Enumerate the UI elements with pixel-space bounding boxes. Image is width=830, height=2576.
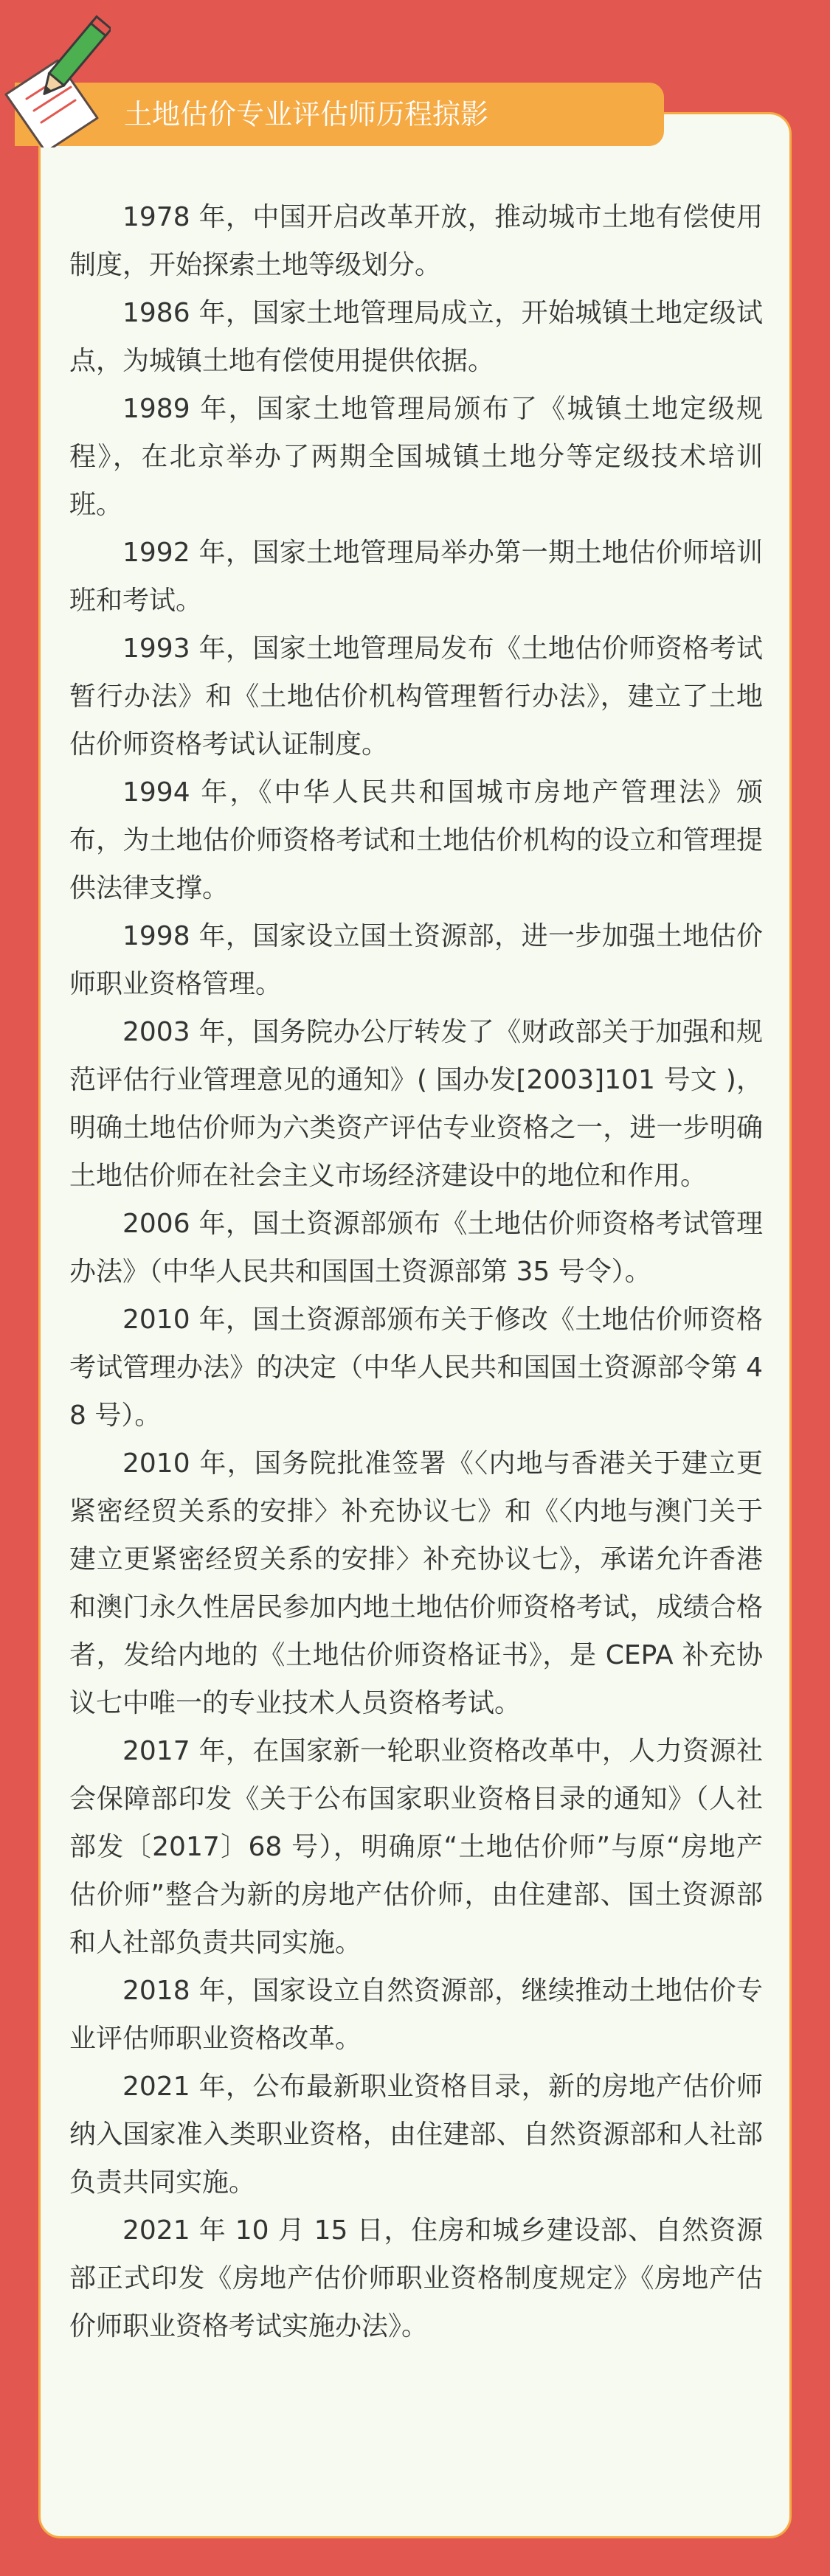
paragraph: 2018 年，国家设立自然资源部，继续推动土地估价专业评估师职业资格改革。 bbox=[69, 1976, 763, 2054]
paragraph: 2021 年，公布最新职业资格目录，新的房地产估价师纳入国家准入类职业资格，由住建部、自然资源部和人社部负责共同实施。 bbox=[69, 2072, 763, 2198]
paragraph: 1998 年，国家设立国土资源部，进一步加强土地估价师职业资格管理。 bbox=[69, 921, 763, 999]
paragraph: 1989 年，国家土地管理局颁布了《城镇土地定级规程》，在北京举办了两期全国城镇土地分等定级技术培训班。 bbox=[69, 394, 763, 520]
paragraph: 2003 年，国务院办公厅转发了《财政部关于加强和规范评估行业管理意见的通知》( 国办发[2003]101 号文 )，明确土地估价师为六类资产评估专业资格之一，进一步明确土地估价师在社会主义市场经济建设中的地位和作用。 bbox=[69, 1017, 763, 1191]
paragraph: 1992 年，国家土地管理局举办第一期土地估价师培训班和考试。 bbox=[69, 538, 763, 616]
history-text bbox=[69, 193, 763, 2350]
paragraph: 2006 年，国土资源部颁布《土地估价师资格考试管理办法》（中华人民共和国国土资源部第 35 号令）。 bbox=[69, 1209, 763, 1287]
paragraph: 2010 年，国土资源部颁布关于修改《土地估价师资格考试管理办法》的决定（中华人民共和国国土资源部令第 48 号）。 bbox=[69, 1305, 763, 1431]
page-title: 土地估价专业评估师历程掠影 bbox=[124, 98, 489, 131]
pencil-icon bbox=[0, 7, 111, 147]
paragraph: 2021 年 10 月 15 日，住房和城乡建设部、自然资源部正式印发《房地产估价师职业资格制度规定》《房地产估价师职业资格考试实施办法》。 bbox=[69, 2215, 763, 2341]
paragraph: 2017 年，在国家新一轮职业资格改革中，人力资源社会保障部印发《关于公布国家职业资格目录的通知》（人社部发〔2017〕68 号），明确原“土地估价师”与原“房地产估价师”整合为新的房地产估价师，由住建部、国土资源部和人社部负责共同实施。 bbox=[69, 1736, 763, 1958]
paragraph: 1994 年，《中华人民共和国城市房地产管理法》颁布，为土地估价师资格考试和土地估价机构的设立和管理提供法律支撑。 bbox=[69, 777, 763, 903]
paragraph: 2010 年，国务院批准签署《〈内地与香港关于建立更紧密经贸关系的安排〉补充协议七》和《〈内地与澳门关于建立更紧密经贸关系的安排〉补充协议七》，承诺允许香港和澳门永久性居民参加内地土地估价师资格考试，成绩合格者，发给内地的《土地估价师资格证书》，是 CEPA 补充协议七中唯一的专业技术人员资格考试。 bbox=[69, 1448, 763, 1718]
paragraph: 1986 年，国家土地管理局成立，开始城镇土地定级试点，为城镇土地有偿使用提供依据。 bbox=[69, 298, 763, 376]
paragraph: 1993 年，国家土地管理局发布《土地估价师资格考试暂行办法》和《土地估价机构管理暂行办法》，建立了土地估价师资格考试认证制度。 bbox=[69, 633, 763, 760]
paragraph: 1978 年，中国开启改革开放，推动城市土地有偿使用制度，开始探索土地等级划分。 bbox=[69, 202, 763, 280]
title-banner bbox=[15, 83, 664, 146]
